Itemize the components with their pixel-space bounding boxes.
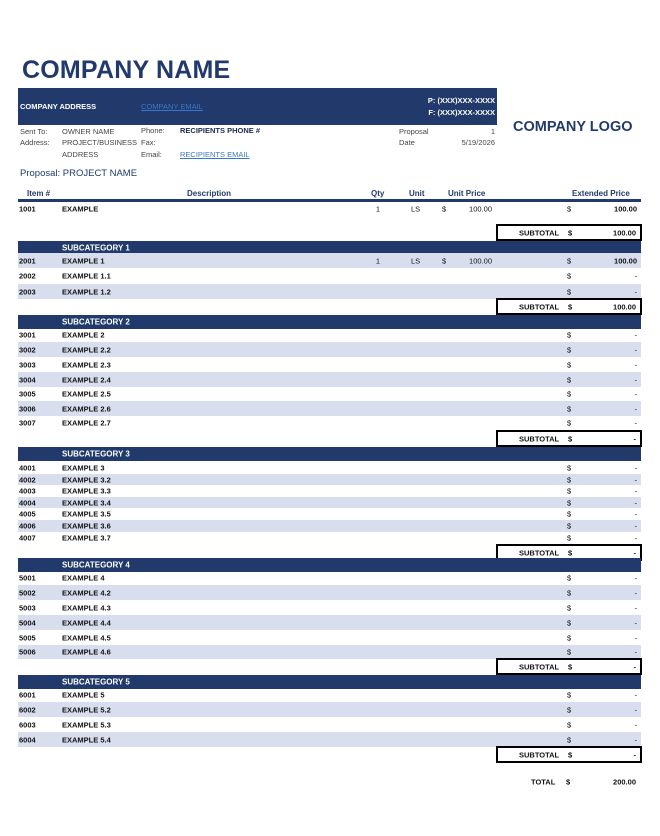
item-description: EXAMPLE 4.5 [62,633,111,642]
extended-price-currency: $ [567,271,572,281]
extended-price-currency: $ [567,521,572,531]
proposal-number-label: Proposal [399,127,429,136]
phone-label: Phone: [141,126,165,135]
item-number: 5002 [19,588,36,597]
item-extended-price: - [634,330,637,340]
table-row [18,387,641,401]
company-phone: P: (XXX)XXX-XXXX [427,96,495,105]
extended-price-currency: $ [567,345,572,354]
extended-price-currency: $ [567,690,572,700]
subcategory-header [18,447,641,461]
date-label: Date [399,138,415,147]
column-qty: Qty [371,189,385,198]
subtotal-box [496,746,642,763]
extended-price-currency: $ [567,720,572,729]
table-row [18,702,641,717]
fax-label: Fax: [141,138,156,147]
extended-price-currency: $ [567,418,572,428]
item-description: EXAMPLE 4.4 [62,618,111,627]
table-row [18,571,641,585]
grand-total [496,775,642,789]
subtotal-value: - [633,434,636,443]
item-number: 3004 [19,375,36,384]
table-row [18,284,641,299]
subcategory-title: SUBCATEGORY 3 [62,449,130,459]
table-row [18,585,641,600]
item-description: EXAMPLE 5.2 [62,705,111,714]
item-number: 3005 [19,389,36,399]
extended-price-currency: $ [567,618,572,627]
table-row [18,688,641,702]
item-number: 4004 [19,498,36,507]
subcategory-title: SUBCATEGORY 1 [62,243,130,253]
item-extended-price: - [634,271,637,281]
extended-price-currency: $ [567,573,572,583]
item-extended-price: - [634,735,637,744]
item-number: 3003 [19,360,36,369]
table-row [18,600,641,615]
company-email-link[interactable]: COMPANY EMAIL [141,102,203,111]
item-description: EXAMPLE 2.2 [62,345,111,354]
recipient-phone: RECIPIENTS PHONE # [180,126,261,135]
table-row [18,462,641,474]
subtotal-box [496,430,642,447]
item-description: EXAMPLE [62,204,99,213]
extended-price-currency: $ [567,330,572,340]
item-number: 3007 [19,418,36,428]
item-number: 4007 [19,533,36,543]
table-row [18,268,641,284]
item-description: EXAMPLE 4.6 [62,647,111,657]
company-logo: COMPANY LOGO [513,119,633,135]
item-extended-price: - [634,690,637,700]
subtotal-label: SUBTOTAL [519,302,560,311]
item-extended-price: 100.00 [614,256,637,265]
item-number: 4005 [19,509,36,519]
table-row [18,645,641,659]
subcategory-header [18,558,641,572]
table-row [18,357,641,372]
subtotal-label: SUBTOTAL [519,434,560,443]
extended-price-currency: $ [567,588,572,597]
item-unit: LS [411,256,421,265]
extended-price-currency: $ [567,375,572,384]
item-description: EXAMPLE 5 [62,690,105,700]
subtotal-currency: $ [568,662,573,671]
subtotal-currency: $ [568,548,573,557]
proposal-date: 5/19/2026 [461,138,495,147]
item-extended-price: - [634,573,637,583]
item-qty: 1 [375,204,380,213]
extended-price-currency: $ [567,475,572,484]
item-number: 2003 [19,287,36,296]
total-value: 200.00 [613,777,636,787]
subtotal-label: SUBTOTAL [519,750,560,759]
table-row [18,615,641,630]
table-row [18,732,641,747]
extended-price-currency: $ [567,404,572,413]
extended-price-currency: $ [567,256,572,265]
extended-price-currency: $ [567,603,572,612]
address-label: Address: [20,138,50,147]
item-extended-price: - [634,521,637,531]
item-number: 5005 [19,633,36,642]
item-extended-price: - [634,360,637,369]
item-extended-price: - [634,633,637,642]
recipient-email-link[interactable]: RECIPIENTS EMAIL [180,150,250,159]
company-address: COMPANY ADDRESS [20,102,97,111]
item-extended-price: - [634,418,637,428]
item-description: EXAMPLE 2.5 [62,389,111,399]
item-description: EXAMPLE 1 [62,256,105,265]
table-row [18,485,641,497]
extended-price-currency: $ [567,498,572,507]
item-number: 4002 [19,475,36,484]
item-description: EXAMPLE 2.4 [62,375,111,384]
subtotal-currency: $ [568,302,573,311]
item-extended-price: - [634,345,637,354]
table-row [18,372,641,387]
item-description: EXAMPLE 4 [62,573,105,583]
item-extended-price: - [634,588,637,597]
item-unit-price: 100.00 [469,204,492,213]
table-row [18,328,641,342]
email-label: Email: [141,150,162,159]
total-currency: $ [566,777,571,787]
extended-price-currency: $ [567,705,572,714]
item-description: EXAMPLE 3.6 [62,521,111,531]
subtotal-box [496,658,642,675]
column-item: Item # [27,189,51,198]
item-description: EXAMPLE 2.6 [62,404,111,413]
table-row [18,202,641,215]
item-qty: 1 [375,256,380,265]
subtotal-currency: $ [568,228,573,237]
subtotal-value: - [633,750,636,759]
sent-to-label: Sent To: [20,127,48,136]
table-row [18,342,641,357]
extended-price-currency: $ [567,633,572,642]
subtotal-label: SUBTOTAL [519,548,560,557]
extended-price-currency: $ [567,486,572,496]
extended-price-currency: $ [567,735,572,744]
extended-price-currency: $ [567,463,572,473]
item-extended-price: - [634,603,637,612]
item-number: 4003 [19,486,36,496]
unit-price-currency: $ [442,204,447,213]
table-row [18,508,641,520]
item-number: 3002 [19,345,36,354]
table-row [18,474,641,485]
item-description: EXAMPLE 2.3 [62,360,111,369]
item-number: 5006 [19,647,36,657]
subtotal-currency: $ [568,750,573,759]
table-row [18,401,641,416]
item-description: EXAMPLE 2.7 [62,418,111,428]
item-number: 6001 [19,690,36,700]
item-extended-price: - [634,509,637,519]
subcategory-header [18,315,641,329]
item-description: EXAMPLE 3.7 [62,533,111,543]
item-extended-price: - [634,475,637,484]
table-row [18,520,641,532]
item-description: EXAMPLE 3.4 [62,498,111,507]
subtotal-currency: $ [568,434,573,443]
item-extended-price: - [634,389,637,399]
item-extended-price: - [634,647,637,657]
subtotal-value: 100.00 [613,228,636,237]
item-description: EXAMPLE 3 [62,463,105,473]
subtotal-box [496,298,642,315]
item-number: 4001 [19,463,36,473]
item-extended-price: - [634,618,637,627]
subcategory-title: SUBCATEGORY 4 [62,560,130,570]
item-number: 2001 [19,256,36,265]
item-extended-price: - [634,533,637,543]
extended-price-currency: $ [567,509,572,519]
table-row [18,630,641,645]
item-extended-price: - [634,705,637,714]
item-number: 6002 [19,705,36,714]
item-number: 5004 [19,618,36,627]
subtotal-value: - [633,548,636,557]
table-row [18,416,641,430]
company-name: COMPANY NAME [22,56,231,84]
item-extended-price: - [634,486,637,496]
item-unit-price: 100.00 [469,256,492,265]
item-description: EXAMPLE 3.2 [62,475,111,484]
item-description: EXAMPLE 1.1 [62,271,111,281]
item-description: EXAMPLE 3.5 [62,509,111,519]
project-business: PROJECT/BUSINESS [62,138,138,147]
item-extended-price: - [634,498,637,507]
item-number: 1001 [19,204,36,213]
proposal-title: Proposal: PROJECT NAME [20,168,138,179]
item-description: EXAMPLE 5.4 [62,735,111,744]
subtotal-label: SUBTOTAL [519,662,560,671]
item-extended-price: - [634,287,637,296]
unit-price-currency: $ [442,256,447,265]
total-label: TOTAL [531,777,556,787]
item-number: 3001 [19,330,36,340]
subtotal-label: SUBTOTAL [519,228,560,237]
table-row [18,497,641,508]
table-row [18,253,641,268]
item-extended-price: - [634,720,637,729]
extended-price-currency: $ [567,204,572,213]
extended-price-currency: $ [567,287,572,296]
item-number: 3006 [19,404,36,413]
recipient-address: ADDRESS [62,150,99,159]
extended-price-currency: $ [567,360,572,369]
item-description: EXAMPLE 1.2 [62,287,111,296]
subtotal-box [496,224,642,241]
extended-price-currency: $ [567,389,572,399]
item-number: 4006 [19,521,36,531]
item-number: 6004 [19,735,36,744]
item-description: EXAMPLE 2 [62,330,105,340]
column-unit: Unit [409,189,425,198]
subcategory-title: SUBCATEGORY 2 [62,317,130,327]
column-unit-price: Unit Price [448,189,486,198]
item-description: EXAMPLE 5.3 [62,720,111,729]
subcategory-title: SUBCATEGORY 5 [62,677,130,687]
proposal-number: 1 [490,127,495,136]
owner-name: OWNER NAME [62,127,115,136]
item-extended-price: - [634,463,637,473]
subtotal-value: - [633,662,636,671]
table-row [18,532,641,544]
item-number: 5003 [19,603,36,612]
item-description: EXAMPLE 4.3 [62,603,111,612]
column-extended-price: Extended Price [572,189,630,198]
item-description: EXAMPLE 4.2 [62,588,111,597]
extended-price-currency: $ [567,533,572,543]
item-extended-price: 100.00 [614,204,637,213]
column-description: Description [187,189,232,198]
extended-price-currency: $ [567,647,572,657]
item-unit: LS [411,204,421,213]
item-extended-price: - [634,375,637,384]
table-row [18,717,641,732]
item-description: EXAMPLE 3.3 [62,486,111,496]
subcategory-header [18,675,641,689]
company-fax: F: (XXX)XXX-XXXX [428,108,495,117]
item-number: 5001 [19,573,36,583]
item-number: 6003 [19,720,36,729]
item-extended-price: - [634,404,637,413]
item-number: 2002 [19,271,36,281]
subtotal-value: 100.00 [613,302,636,311]
